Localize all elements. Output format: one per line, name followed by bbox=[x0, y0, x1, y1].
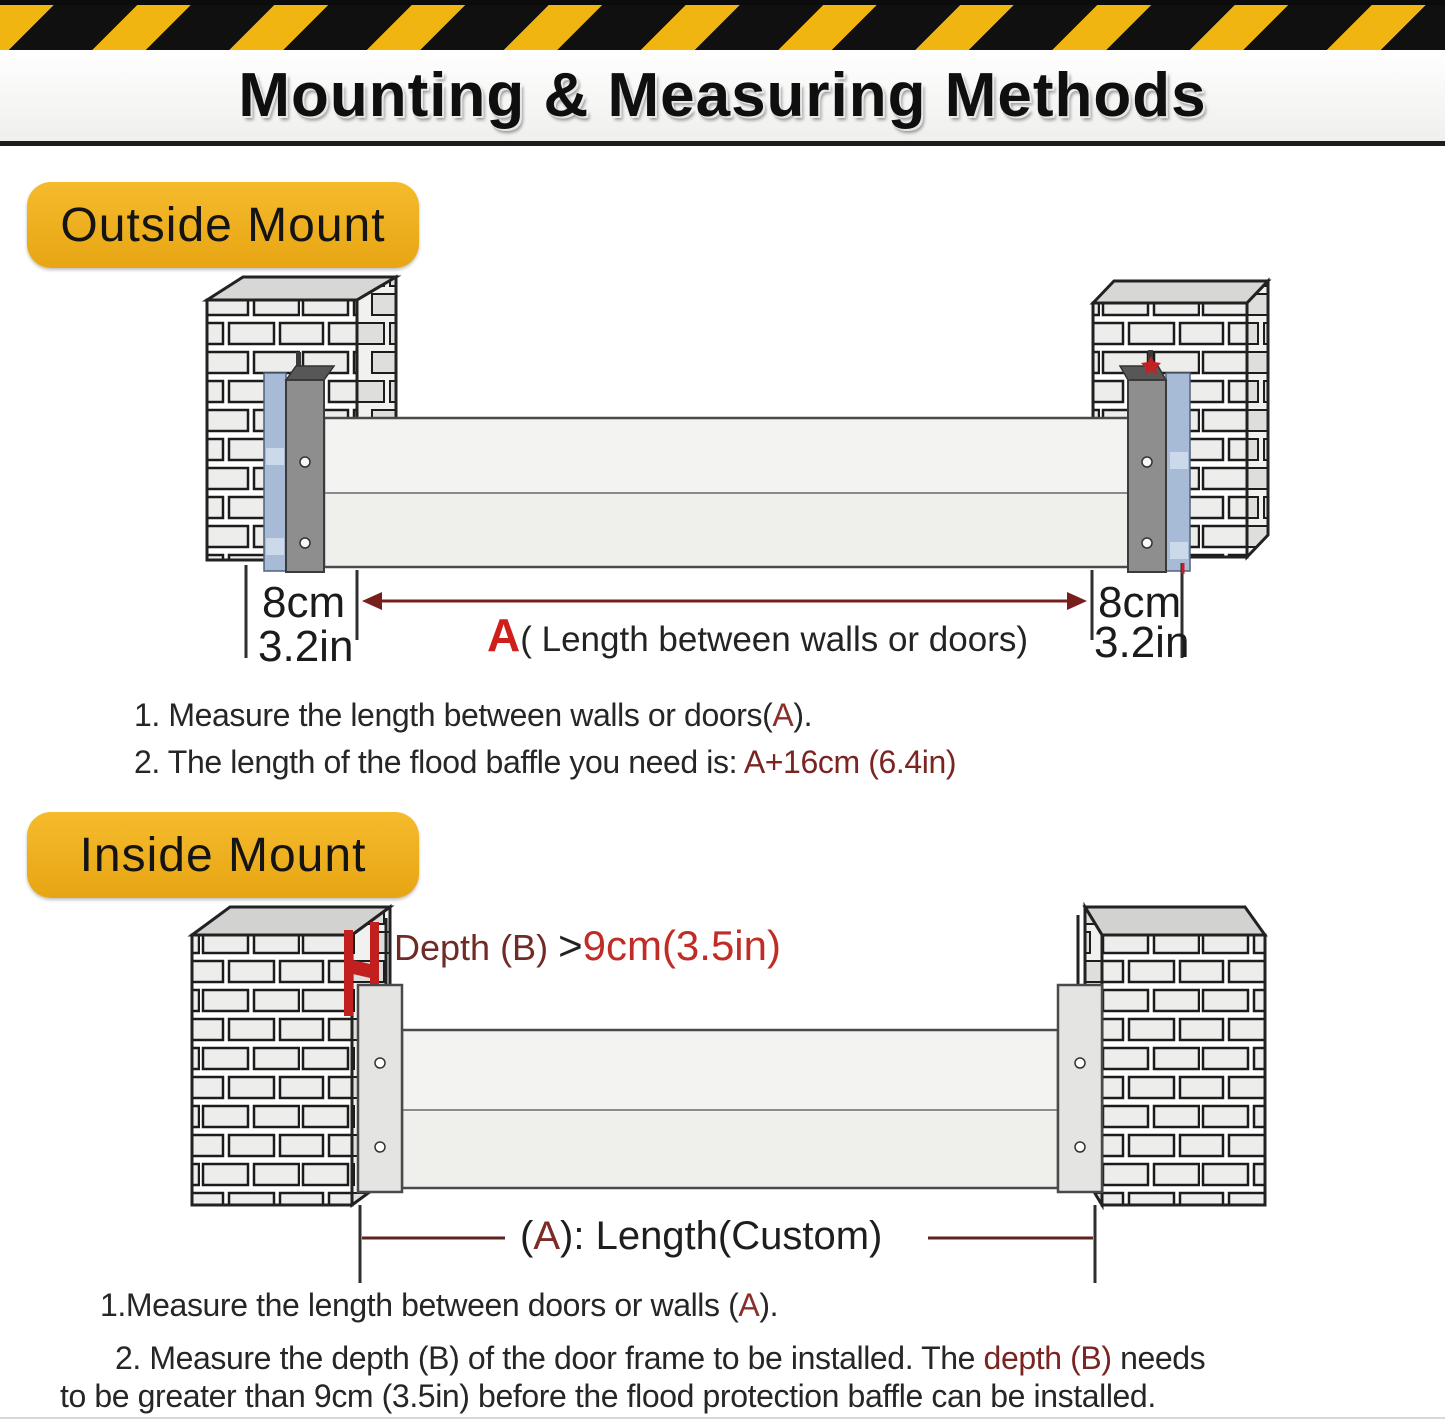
flood-barrier-panel bbox=[402, 1030, 1058, 1188]
inside-instruction-2b: to be greater than 9cm (3.5in) before the flood protection baffle can be installed. bbox=[60, 1378, 1156, 1414]
span-length-text: ( Length between walls or doors) bbox=[520, 620, 1029, 659]
flood-barrier-panel bbox=[324, 418, 1130, 567]
screw-hole bbox=[300, 538, 310, 548]
screw-hole bbox=[375, 1058, 385, 1068]
left-pillar-front-face bbox=[192, 935, 352, 1205]
outside-instruction-2: 2. The length of the flood baffle you need is: A+16cm (6.4in) bbox=[134, 744, 957, 780]
left-offset-cm: 8cm bbox=[262, 578, 346, 627]
depth-label-text: Depth (B) bbox=[394, 927, 559, 968]
inside-instruction-2a: 2. Measure the depth (B) of the door frame to be installed. The depth (B) needs bbox=[115, 1340, 1206, 1376]
span-length-a: A bbox=[487, 609, 521, 661]
right-offset-cm: 8cm bbox=[1098, 578, 1182, 627]
right-pillar-front-face bbox=[1102, 935, 1265, 1205]
left-offset-in: 3.2in bbox=[258, 622, 354, 671]
right-pillar-top-face bbox=[1085, 907, 1265, 935]
depth-value: 9cm(3.5in) bbox=[582, 922, 781, 969]
title-band bbox=[0, 50, 1445, 141]
outside-instruction-1: 1. Measure the length between walls or doors(A). bbox=[134, 697, 813, 733]
screw-hole bbox=[1142, 538, 1152, 548]
right-strip-slot bbox=[1170, 452, 1188, 469]
page-title: Mounting & Measuring Methods bbox=[238, 61, 1207, 130]
right-bracket-top bbox=[1120, 366, 1166, 380]
left-plate bbox=[358, 985, 402, 1192]
right-pillar-top-face bbox=[1093, 281, 1268, 303]
left-mount-track bbox=[264, 352, 334, 572]
depth-requirement-label bbox=[394, 922, 781, 970]
screw-hole bbox=[1075, 1058, 1085, 1068]
right-plate bbox=[1058, 985, 1102, 1192]
right-mount-track bbox=[1120, 350, 1190, 572]
right-offset-in: 3.2in bbox=[1094, 618, 1190, 667]
right-pillar bbox=[1085, 907, 1265, 1205]
screw-hole bbox=[300, 457, 310, 467]
right-pillar-side-face bbox=[1247, 281, 1268, 557]
arrow-head-left bbox=[362, 592, 382, 610]
right-strip-slot bbox=[1170, 542, 1188, 559]
inside-mount-badge: Inside Mount bbox=[27, 812, 419, 898]
span-length-label bbox=[487, 608, 1028, 662]
screw-hole bbox=[375, 1142, 385, 1152]
screw-hole bbox=[1142, 457, 1152, 467]
arrow-head-right bbox=[1067, 592, 1087, 610]
screw-hole bbox=[1075, 1142, 1085, 1152]
hazard-stripe-band bbox=[0, 5, 1445, 50]
header-divider bbox=[0, 141, 1445, 146]
inside-instruction-1: 1.Measure the length between doors or walls (A). bbox=[100, 1287, 779, 1323]
left-strip-slot bbox=[266, 538, 284, 555]
outside-mount-badge: Outside Mount bbox=[27, 182, 419, 268]
bottom-hairline bbox=[0, 1417, 1445, 1419]
right-blue-strip bbox=[1166, 373, 1190, 571]
left-strip-slot bbox=[266, 448, 284, 465]
greater-than-sign: > bbox=[558, 922, 583, 969]
custom-length-label: (A): Length(Custom) bbox=[520, 1214, 883, 1258]
